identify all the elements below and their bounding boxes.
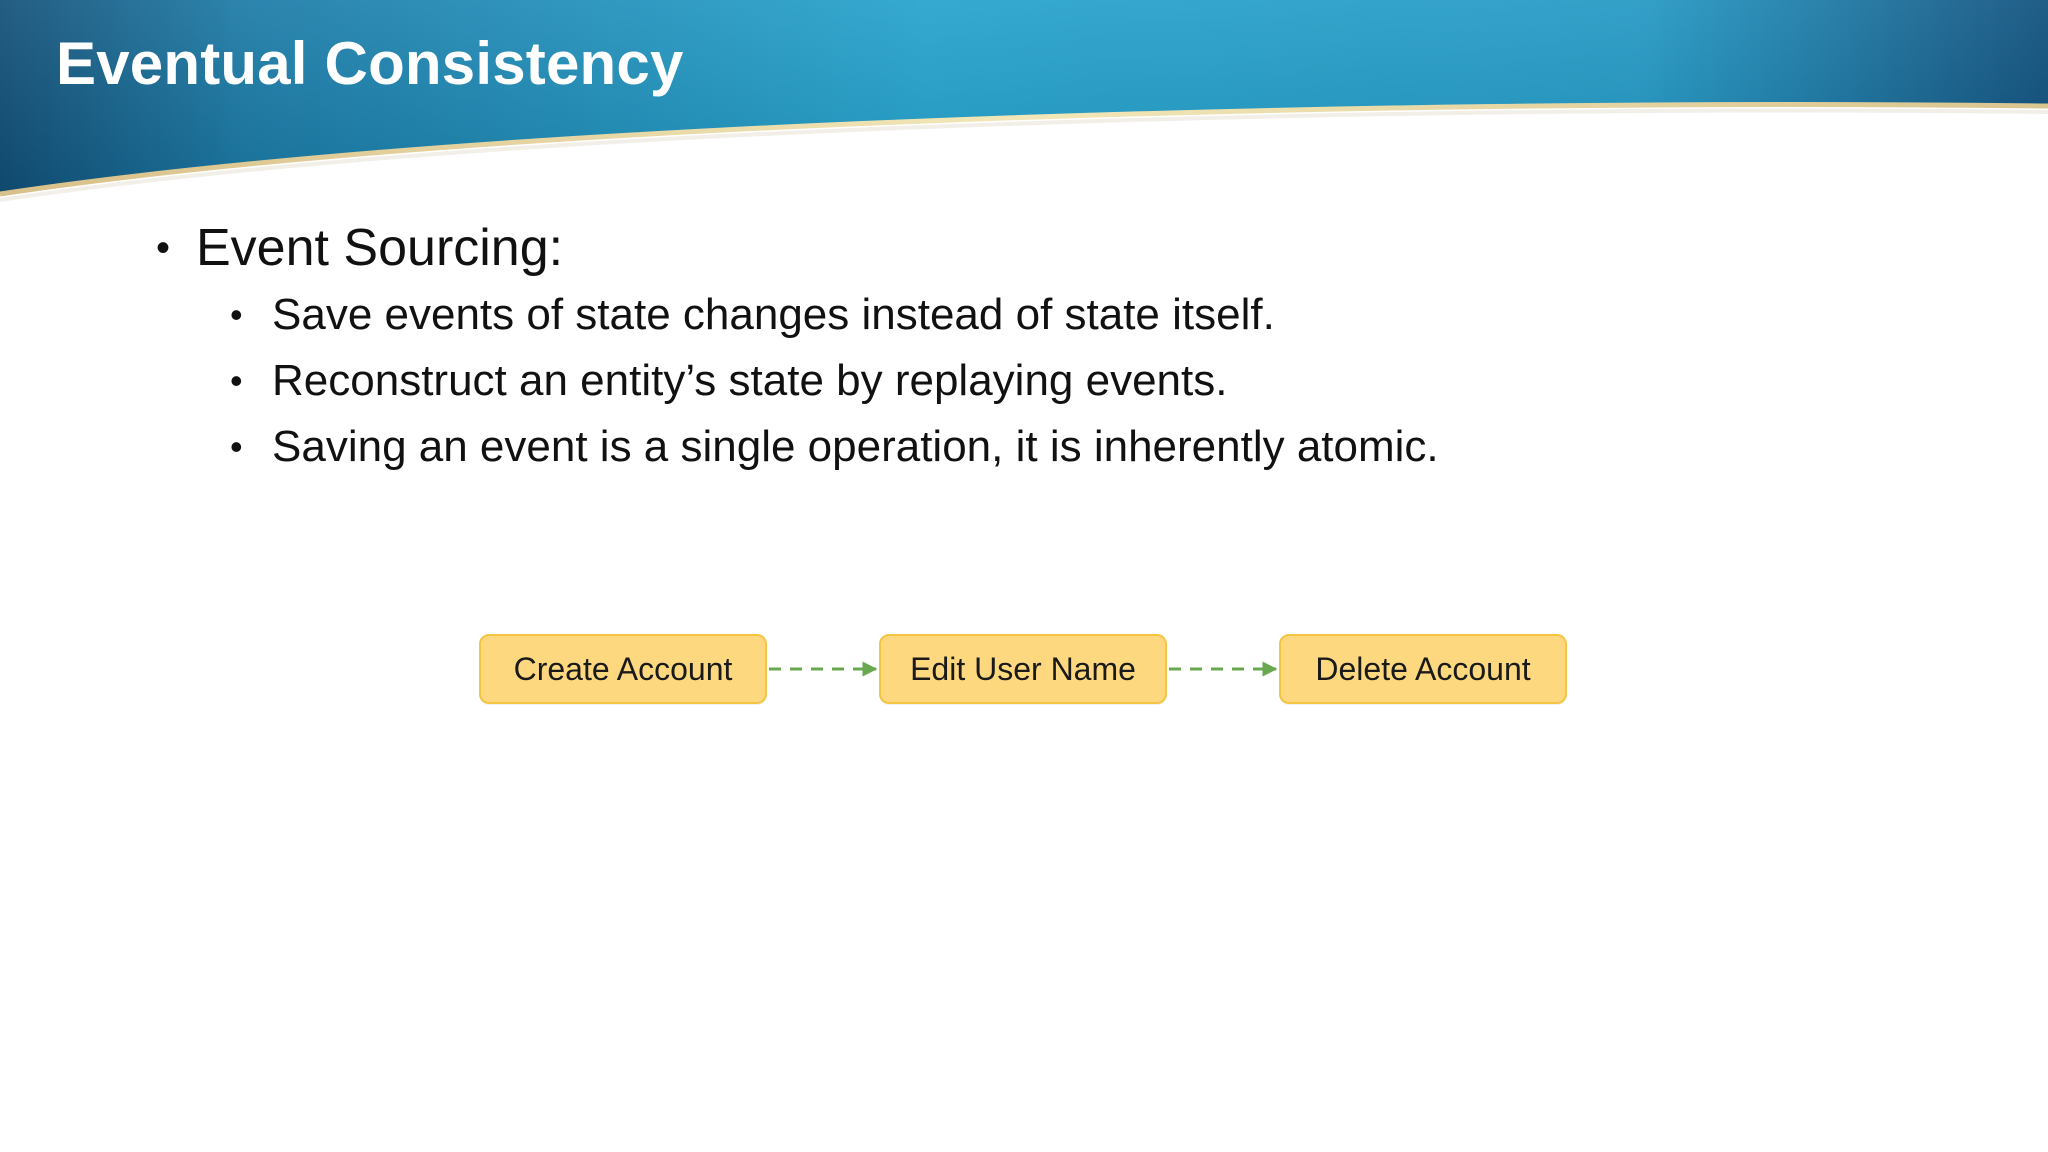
slide-body [154,214,1914,480]
bullet-dot: • [230,360,243,401]
sub-bullet-text: Reconstruct an entity’s state by replaying events. [272,356,1228,405]
sub-bullet-item [230,282,1914,348]
bullet-item [154,214,1914,282]
slide-title: Eventual Consistency [56,30,684,97]
event-box-delete-account: Delete Account [1279,634,1567,704]
bullet-dot: • [156,226,171,270]
bullet-dot: • [230,294,243,335]
sub-bullet-item [230,348,1914,414]
bullet-dot: • [230,426,243,467]
bullet-text: Event Sourcing: [196,219,564,277]
event-box-create-account: Create Account [479,634,767,704]
sub-bullet-list [154,282,1914,480]
event-box-edit-user-name: Edit User Name [879,634,1167,704]
sub-bullet-item [230,414,1914,480]
sub-bullet-text: Save events of state changes instead of state itself. [272,290,1275,339]
sub-bullet-text: Saving an event is a single operation, it is inherently atomic. [272,422,1439,471]
